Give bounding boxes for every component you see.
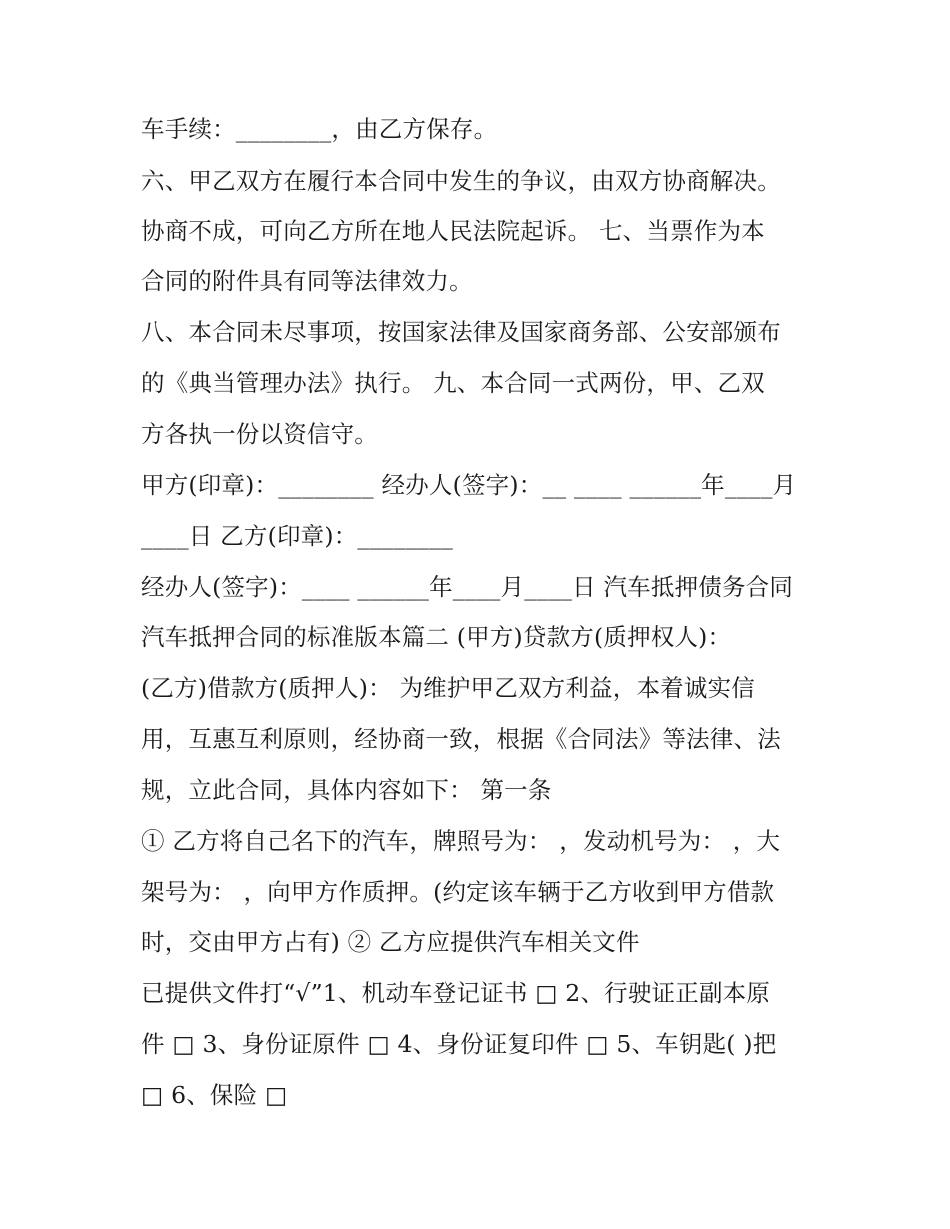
- text-line: ① 乙方将自己名下的汽车，牌照号为： ，发动机号为： ，大: [141, 827, 781, 855]
- text-line: 协商不成，可向乙方所在地人民法院起诉。 七、当票作为本: [141, 217, 765, 245]
- text-line: 架号为： ，向甲方作质押。(约定该车辆于乙方收到甲方借款: [141, 878, 775, 906]
- text-line: 经办人(签字)：____ ______年____月____日 汽车抵押债务合同: [141, 573, 794, 601]
- text-line: 合同的附件具有同等法律效力。: [141, 267, 473, 295]
- text-line: 件 □ 3、身份证原件 □ 4、身份证复印件 □ 5、车钥匙( )把: [141, 1030, 777, 1058]
- text-line: 方各执一份以资信守。: [141, 420, 378, 448]
- text-line: 用，互惠互利原则，经协商一致，根据《合同法》等法律、法: [141, 725, 781, 753]
- text-line: 规，立此合同，具体内容如下： 第一条: [141, 776, 552, 804]
- text-line: (乙方)借款方(质押人)： 为维护甲乙双方利益，本着诚实信: [141, 674, 755, 702]
- text-line: 汽车抵押合同的标准版本篇二 (甲方)贷款方(质押权人)：: [141, 623, 732, 651]
- text-line: □ 6、保险 □: [141, 1081, 288, 1109]
- text-line: 甲方(印章)：________ 经办人(签字)：__ ____ ______年____月: [141, 471, 797, 499]
- text-line: 时，交由甲方占有) ② 乙方应提供汽车相关文件: [141, 928, 640, 956]
- text-line: 的《典当管理办法》执行。 九、本合同一式两份，甲、乙双: [141, 369, 765, 397]
- text-line: 车手续：________，由乙方保存。: [141, 115, 498, 143]
- text-line: 已提供文件打“√”1、机动车登记证书 □ 2、行驶证正副本原: [141, 979, 771, 1007]
- text-line: 八、本合同未尽事项，按国家法律及国家商务部、公安部颁布: [141, 318, 781, 346]
- text-line: 六、甲乙双方在履行本合同中发生的争议，由双方协商解决。: [141, 167, 781, 195]
- text-line: ____日 乙方(印章)：________: [141, 522, 454, 550]
